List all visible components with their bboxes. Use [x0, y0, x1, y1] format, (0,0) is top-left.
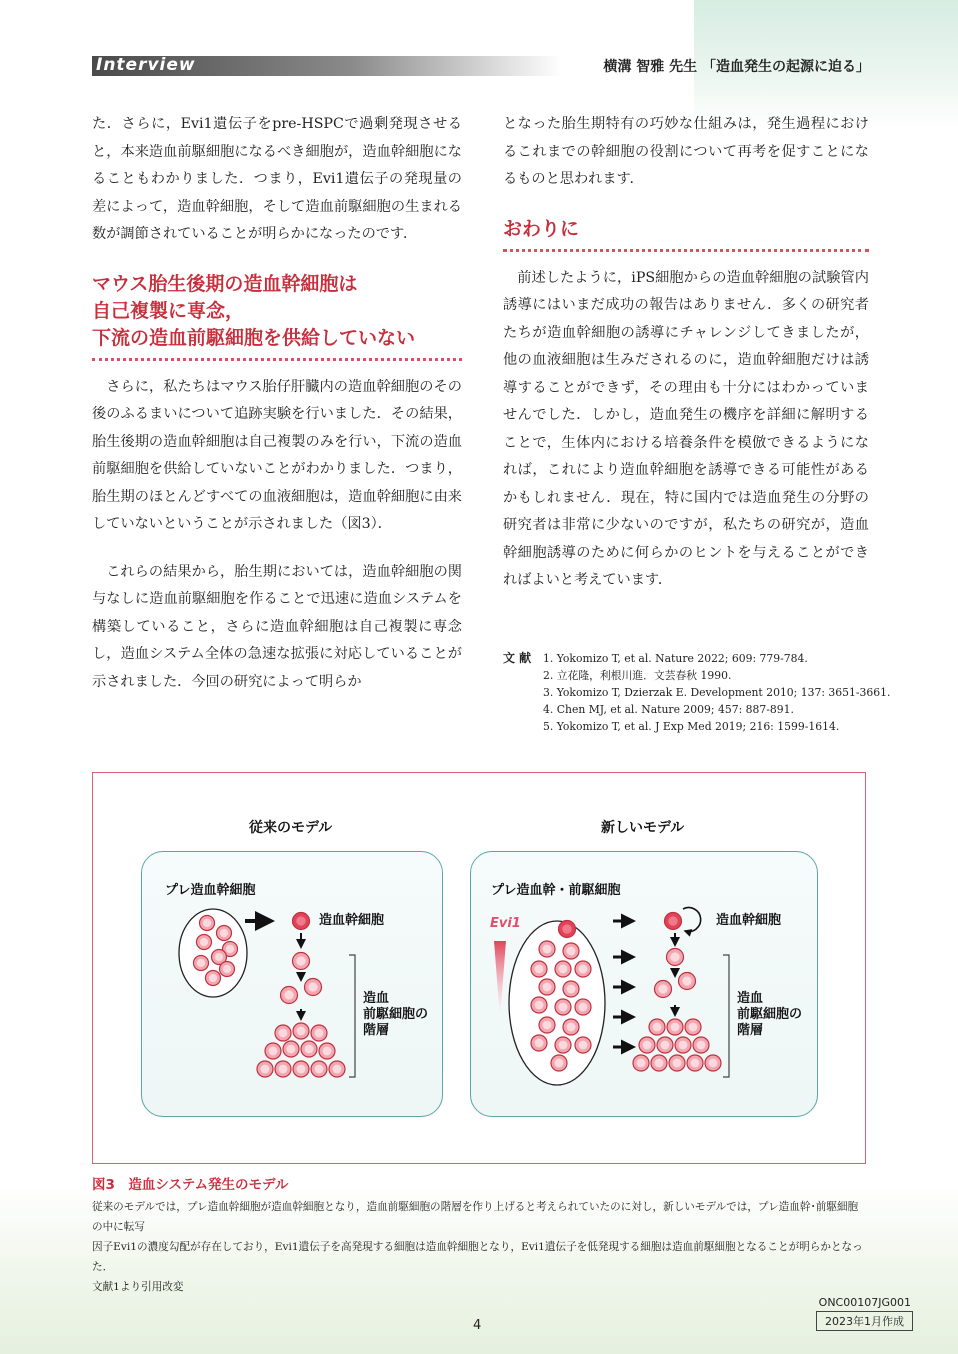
- cell-nucleus: [333, 1065, 342, 1074]
- cell-nucleus: [673, 1059, 682, 1068]
- cell-nucleus: [562, 924, 571, 933]
- body-paragraph: となった胎生期特有の巧妙な仕組みは，発生過程におけるこれまでの幹細胞の役割について再考を促すことになるものと思われます．: [503, 116, 869, 187]
- cell-nucleus: [315, 1029, 324, 1038]
- cell-nucleus: [284, 990, 293, 999]
- cell-nucleus: [535, 1039, 544, 1048]
- cell-nucleus: [661, 1041, 670, 1050]
- cell-nucleus: [308, 982, 317, 991]
- cell-nucleus: [679, 1041, 688, 1050]
- reference-item: 1. Yokomizo T, et al. Nature 2022; 609: 779-784.: [543, 652, 808, 665]
- figure-left-title: 従来のモデル: [249, 820, 333, 836]
- cell-nucleus: [579, 965, 588, 974]
- cell-nucleus: [567, 985, 576, 994]
- cell-nucleus: [315, 1065, 324, 1074]
- body-paragraph: これらの結果から，胎生期においては，造血幹細胞の関与なしに造血前駆細胞を作ることで迅速に造血システムを構築していること，さらに造血幹細胞は自己複製に専念し，造血システム全体の急速な拡張に対応していることが示されました．今回の研究によって明らか: [92, 563, 462, 690]
- cell-nucleus: [543, 945, 552, 954]
- cell-nucleus: [559, 1041, 568, 1050]
- cell-nucleus: [668, 916, 677, 925]
- hsc-label: 造血幹細胞: [319, 913, 385, 928]
- page-number: 4: [473, 1318, 482, 1333]
- cell-nucleus: [709, 1059, 718, 1068]
- cell-nucleus: [223, 965, 231, 973]
- hierarchy-bracket: [723, 955, 729, 1077]
- cell-nucleus: [535, 965, 544, 974]
- cell-nucleus: [197, 959, 205, 967]
- cell-nucleus: [261, 1065, 270, 1074]
- cell-nucleus: [279, 1065, 288, 1074]
- hierarchy-bracket: [349, 955, 355, 1077]
- reference-item: 5. Yokomizo T, et al. J Exp Med 2019; 216: 1599-1614.: [543, 720, 840, 733]
- cell-nucleus: [543, 983, 552, 992]
- cell-nucleus: [682, 976, 691, 985]
- figure-diagram: [93, 773, 865, 1163]
- document-code: ONC00107JG001: [818, 1296, 911, 1309]
- cell-nucleus: [559, 1003, 568, 1012]
- cell-nucleus: [671, 1023, 680, 1032]
- cell-nucleus: [305, 1045, 314, 1054]
- body-paragraph: た．さらに，Evi1遺伝子をpre-HSPCで過剰発現させると，本来造血前駆細胞になるべき細胞が，造血幹細胞になることもわかりました．つまり，Evi1遺伝子の発現量の差によって，造血幹細胞，そして造血前駆細胞の生まれる数が調節されていることが明らかになったのです．: [92, 116, 462, 242]
- cell-nucleus: [200, 938, 208, 946]
- cell-nucleus: [559, 965, 568, 974]
- cell-nucleus: [279, 1029, 288, 1038]
- cell-nucleus: [323, 1047, 332, 1056]
- cell-nucleus: [297, 1027, 306, 1036]
- figure-source: 文献1より引用改変: [92, 1281, 184, 1293]
- cell-nucleus: [220, 929, 228, 937]
- cell-nucleus: [555, 1059, 564, 1068]
- cell-nucleus: [643, 1041, 652, 1050]
- references-label: 文 献: [503, 651, 532, 665]
- hierarchy-label: 造血 前駆細胞の 階層: [363, 991, 429, 1038]
- cell-nucleus: [653, 1023, 662, 1032]
- cell-nucleus: [543, 1021, 552, 1030]
- cell-nucleus: [689, 1023, 698, 1032]
- cell-nucleus: [655, 1059, 664, 1068]
- cell-nucleus: [579, 1041, 588, 1050]
- cell-nucleus: [226, 945, 234, 953]
- section-heading: おわりに: [503, 216, 869, 252]
- cell-nucleus: [567, 947, 576, 956]
- cell-nucleus: [287, 1045, 296, 1054]
- references-list: [543, 650, 891, 735]
- article-title: 横溝 智雅 先生 「造血発生の起源に迫る」: [603, 59, 870, 75]
- reference-item: 2. 立花隆，利根川進．文芸春秋 1990.: [543, 669, 732, 682]
- body-paragraph: 前述したように，iPS細胞からの造血幹細胞の試験管内誘導にはいまだ成功の報告はありません．多くの研究者たちが造血幹細胞の誘導にチャレンジしてきましたが，他の血液細胞は生みだされるのに，造血幹細胞だけは誘導することができず，その理由も十分にはわかっていませんでした．しかし，造血発生の機序を詳細に解明することで，生体内における培養条件を模倣できるようになれば，これにより造血幹細胞を誘導できる可能性があるかもしれません．現在，特に国内では造血発生の分野の研究者は非常に少ないのですが，私たちの研究が，造血幹細胞誘導のために何らかのヒントを与えることができればよいと考えています．: [503, 269, 869, 588]
- evi1-gradient: [494, 941, 506, 1019]
- document-date: 2023年1月作成: [816, 1311, 913, 1331]
- hierarchy-label: 造血 前駆細胞の 階層: [737, 991, 803, 1038]
- cell-nucleus: [269, 1047, 278, 1056]
- evi1-label: Evi1: [490, 916, 521, 931]
- cell-nucleus: [691, 1059, 700, 1068]
- section-heading: マウス胎生後期の造血幹細胞は 自己複製に専念， 下流の造血前駆細胞を供給していない: [92, 271, 462, 361]
- cell-nucleus: [567, 1023, 576, 1032]
- body-paragraph: さらに，私たちはマウス胎仔肝臓内の造血幹細胞のその後のふるまいについて追跡実験を行いました．その結果，胎生後期の造血幹細胞は自己複製のみを行い，下流の造血前駆細胞を供給していないことがわかりました．つまり，胎生期のほとんどすべての血液細胞は，造血幹細胞に由来していないということが示されました（図3）．: [92, 378, 462, 532]
- figure-3: [92, 772, 866, 1164]
- cell-nucleus: [579, 1003, 588, 1012]
- left-column: [92, 111, 462, 696]
- section-label: Interview: [96, 55, 196, 75]
- cell-nucleus: [296, 916, 305, 925]
- hsc-label: 造血幹細胞: [716, 913, 782, 928]
- pre-hspc-label: プレ造血幹・前駆細胞: [491, 883, 621, 898]
- reference-item: 3. Yokomizo T, Dzierzak E. Development 2010; 137: 3651-3661.: [543, 686, 891, 699]
- cell-nucleus: [670, 952, 679, 961]
- figure-right-title: 新しいモデル: [601, 820, 685, 836]
- cell-nucleus: [296, 956, 305, 965]
- cell-nucleus: [215, 953, 223, 961]
- figure-caption: 従来のモデルでは，プレ造血幹細胞が造血幹細胞となり，造血前駆細胞の階層を作り上げると考えられていたのに対し，新しいモデルでは，プレ造血幹･前駆細胞の中に転写 因子Evi1の濃度勾配が存在しており，Evi1遺伝子を高発現する細胞は造血幹細胞となり，Evi1遺伝子を低発現する細胞は造血前駆細胞となることが明らかとなった． 文献1より引用改変: [92, 1197, 868, 1297]
- cell-nucleus: [297, 1065, 306, 1074]
- self-renewal-arrow: [683, 908, 701, 932]
- cell-nucleus: [535, 1001, 544, 1010]
- figure-caption-title: 図3 造血システム発生のモデル: [92, 1177, 289, 1193]
- references: [503, 650, 891, 735]
- reference-item: 4. Chen MJ, et al. Nature 2009; 457: 887-891.: [543, 703, 794, 716]
- right-column: [503, 111, 869, 595]
- cell-nucleus: [203, 919, 211, 927]
- cell-nucleus: [209, 974, 217, 982]
- cell-nucleus: [637, 1059, 646, 1068]
- cell-nucleus: [697, 1041, 706, 1050]
- pre-hsc-label: プレ造血幹細胞: [165, 883, 256, 898]
- cell-nucleus: [658, 984, 667, 993]
